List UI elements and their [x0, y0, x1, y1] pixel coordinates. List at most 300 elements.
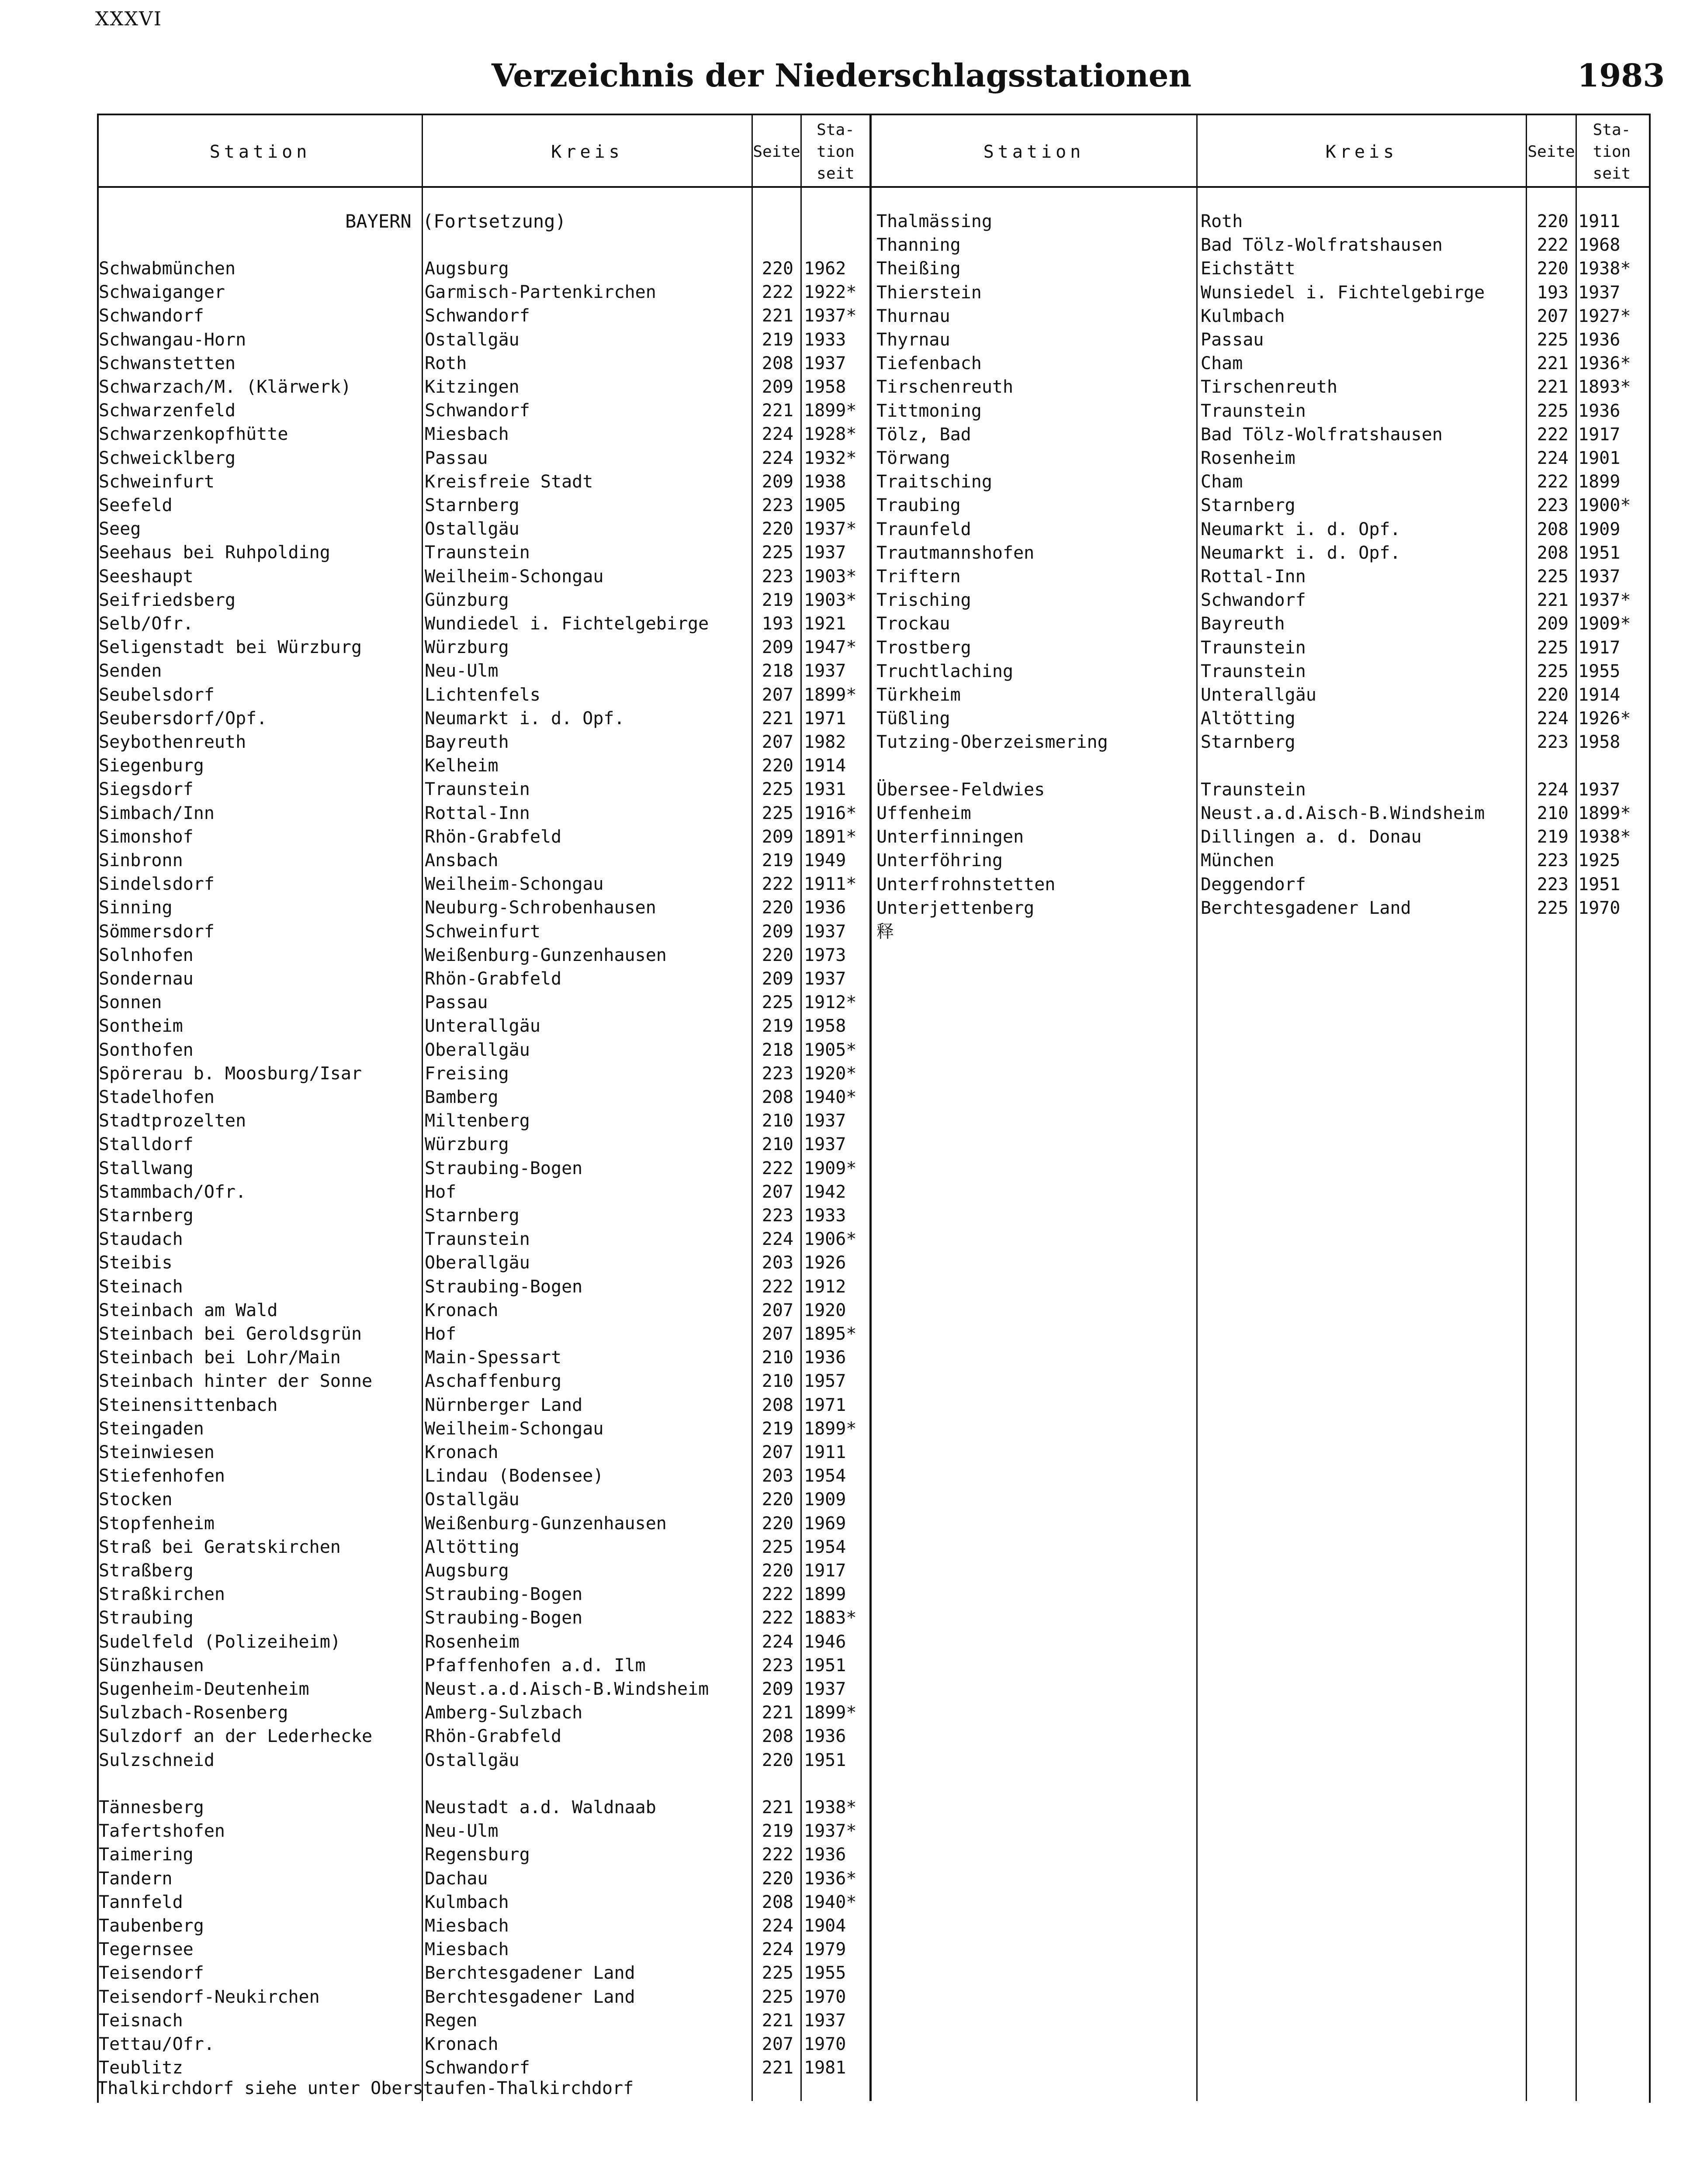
station-since-year: 1891*: [804, 826, 857, 847]
seite-value: 225: [1537, 401, 1569, 421]
seite-value: 220: [1537, 211, 1569, 232]
kreis-name: Deggendorf: [1201, 874, 1306, 895]
kreis-name: Altötting: [425, 1537, 519, 1557]
table-row: [99, 1796, 868, 1819]
station-name: Schweicklberg: [99, 448, 236, 468]
kreis-name: Neumarkt i. d. Opf.: [1201, 543, 1401, 563]
table-row: [99, 612, 868, 636]
kreis-name: Würzburg: [425, 637, 509, 658]
station-name: Uffenheim: [876, 803, 971, 823]
kreis-name: Hof: [425, 1324, 457, 1344]
kreis-name: Weißenburg-Gunzenhausen: [425, 1513, 667, 1534]
seite-value: 193: [762, 614, 793, 634]
station-name: Stopfenheim: [99, 1513, 215, 1534]
station-name: Seefeld: [99, 495, 173, 515]
kreis-name: Wunsiedel i. Fichtelgebirge: [1201, 282, 1485, 303]
seite-value: 224: [1537, 779, 1569, 800]
station-name: Tittmoning: [876, 401, 982, 421]
station-name: Sudelfeld (Polizeiheim): [99, 1631, 341, 1652]
table-row: [99, 1393, 868, 1417]
seite-value: 223: [762, 495, 793, 515]
station-name: Stadelhofen: [99, 1087, 215, 1107]
station-since-year: 1969: [804, 1513, 846, 1534]
kreis-name: Freising: [425, 1063, 509, 1084]
station-since-year: 1917: [804, 1561, 846, 1581]
station-since-year: 1936: [804, 898, 846, 918]
table-row: [99, 1630, 868, 1654]
table-row: [876, 920, 1645, 943]
station-name: Sünzhausen: [99, 1655, 204, 1676]
seite-value: 220: [762, 1561, 793, 1581]
table-row: [876, 707, 1645, 730]
header-station-seit-line1: Sta-: [817, 121, 855, 139]
station-name: Taubenberg: [99, 1916, 204, 1936]
seite-value: 221: [1537, 377, 1569, 397]
kreis-name: Ostallgäu: [425, 1750, 519, 1770]
seite-value: 222: [762, 1158, 793, 1178]
seite-value: 220: [762, 945, 793, 965]
table-row: [876, 233, 1645, 257]
station-name: Stallwang: [99, 1158, 194, 1178]
station-since-year: 1971: [804, 708, 846, 729]
table-row: [99, 2032, 868, 2056]
station-since-year: 1895*: [804, 1324, 857, 1344]
station-since-year: 1936: [1578, 401, 1621, 421]
header-seite: Seite: [753, 143, 800, 161]
kreis-name: Rhön-Grabfeld: [425, 969, 562, 989]
station-name: Sugenheim-Deutenheim: [99, 1679, 309, 1699]
station-since-year: 1951: [1578, 874, 1621, 895]
table-row: [99, 1109, 868, 1133]
table-row: [99, 588, 868, 612]
seite-value: 221: [762, 1703, 793, 1723]
seite-value: 225: [762, 803, 793, 823]
seite-value: 219: [762, 1016, 793, 1037]
station-since-year: 1936: [1578, 330, 1621, 350]
station-since-year: 1954: [804, 1466, 846, 1486]
seite-value: 221: [762, 401, 793, 421]
table-row: [99, 2009, 868, 2032]
station-name: Straß bei Geratskirchen: [99, 1537, 341, 1557]
table-row: [876, 399, 1645, 423]
table-row: [99, 1133, 868, 1156]
seite-value: 224: [1537, 448, 1569, 468]
station-name: Spörerau b. Moosburg/Isar: [99, 1063, 362, 1084]
header-kreis: Kreis: [1325, 142, 1398, 162]
seite-value: 207: [762, 684, 793, 705]
seite-value: 218: [762, 661, 793, 681]
kreis-name: Unterallgäu: [1201, 685, 1316, 705]
station-since-year: 1962: [804, 259, 846, 279]
table-row: [99, 659, 868, 683]
station-since-year: 1971: [804, 1395, 846, 1415]
station-since-year: 1951: [804, 1750, 846, 1770]
station-since-year: 1936: [804, 1726, 846, 1747]
seite-value: 222: [762, 1845, 793, 1865]
kreis-name: Amberg-Sulzbach: [425, 1703, 583, 1723]
station-since-year: 1940*: [804, 1892, 857, 1912]
station-since-year: 1982: [804, 732, 846, 752]
seite-value: 223: [1537, 874, 1569, 895]
station-since-year: 1940*: [804, 1087, 857, 1107]
kreis-name: Rottal-Inn: [425, 803, 530, 823]
header-divider: [97, 186, 1651, 188]
station-since-year: 1903*: [804, 590, 857, 610]
seite-value: 224: [762, 1229, 793, 1250]
kreis-name: Altötting: [1201, 708, 1295, 729]
station-name: Sulzschneid: [99, 1750, 215, 1770]
seite-value: 210: [762, 1134, 793, 1155]
station-name: Selb/Ofr.: [99, 614, 194, 634]
kreis-name: Schwandorf: [425, 2058, 530, 2078]
seite-value: 224: [762, 1916, 793, 1936]
station-since-year: 1933: [804, 329, 846, 350]
seite-value: 207: [762, 1442, 793, 1462]
seite-value: 203: [762, 1253, 793, 1273]
table-row: [99, 1251, 868, 1275]
table-row: [99, 778, 868, 801]
station-since-year: 1926*: [1578, 708, 1631, 729]
table-row: [876, 423, 1645, 446]
station-since-year: 1958: [804, 377, 846, 397]
seite-value: 207: [762, 2034, 793, 2054]
station-name: Steinbach am Wald: [99, 1300, 278, 1320]
kreis-name: Oberallgäu: [425, 1253, 530, 1273]
station-since-year: 1954: [804, 1537, 846, 1557]
station-name: Schwabmünchen: [99, 259, 236, 279]
kreis-name: Neustadt a.d. Waldnaab: [425, 1797, 656, 1818]
seite-value: 210: [762, 1371, 793, 1392]
kreis-name: Bamberg: [425, 1087, 499, 1107]
seite-value: 208: [1537, 519, 1569, 539]
station-name: Teisendorf: [99, 1963, 204, 1984]
station-name: Übersee-Feldwies: [876, 779, 1045, 800]
kreis-name: Schwandorf: [1201, 590, 1306, 611]
table-row: [99, 565, 868, 588]
kreis-name: Wundiedel i. Fichtelgebirge: [425, 614, 709, 634]
kreis-name: Würzburg: [425, 1134, 509, 1155]
station-since-year: 1911: [804, 1442, 846, 1462]
station-name: Seeg: [99, 519, 141, 539]
kreis-name: Berchtesgadener Land: [1201, 898, 1411, 918]
station-name: Thierstein: [876, 282, 982, 303]
kreis-name: Traunstein: [425, 779, 530, 800]
station-since-year: 1937*: [804, 519, 857, 539]
station-name: Trockau: [876, 614, 950, 634]
station-name: Steibis: [99, 1253, 173, 1273]
table-row: [99, 1417, 868, 1441]
kreis-name: Günzburg: [425, 590, 509, 610]
seite-value: 209: [762, 471, 793, 492]
seite-value: 224: [1537, 708, 1569, 729]
seite-value: 221: [762, 306, 793, 326]
table-row: [99, 1535, 868, 1559]
kreis-name: Bad Tölz-Wolfratshausen: [1201, 424, 1443, 445]
station-since-year: 1938*: [1578, 827, 1631, 847]
station-name: Tölz, Bad: [876, 424, 971, 445]
kreis-name: Kronach: [425, 1442, 499, 1462]
table-row: [99, 1749, 868, 1772]
table-row: [99, 1157, 868, 1180]
table-row: [99, 1346, 868, 1369]
station-name: Straßberg: [99, 1561, 194, 1581]
kreis-name: Traunstein: [1201, 779, 1306, 800]
station-name: Siegenburg: [99, 756, 204, 776]
seite-value: 209: [762, 969, 793, 989]
kreis-name: Hof: [425, 1182, 457, 1202]
station-since-year: 1906*: [804, 1229, 857, 1250]
station-since-year: 1937: [1578, 282, 1621, 303]
table-row: [99, 1227, 868, 1251]
station-name: Thanning: [876, 235, 961, 256]
seite-value: 224: [762, 448, 793, 468]
station-name: Seeshaupt: [99, 566, 194, 587]
station-since-year: 1917: [1578, 424, 1621, 445]
station-since-year: 1900*: [1578, 495, 1631, 516]
station-name: Steinbach hinter der Sonne: [99, 1371, 373, 1392]
seite-value: 207: [762, 732, 793, 752]
station-name: Schwaiganger: [99, 282, 225, 303]
station-name: Tutzing-Oberzeismering: [876, 732, 1108, 753]
station-name: Theißing: [876, 259, 961, 279]
seite-value: 209: [762, 1679, 793, 1699]
station-name: Schwanstetten: [99, 353, 236, 373]
table-row: [876, 375, 1645, 399]
seite-value: 220: [1537, 685, 1569, 705]
station-since-year: 1937*: [1578, 590, 1631, 611]
table-row: [99, 707, 868, 730]
kreis-name: Roth: [1201, 211, 1243, 232]
header-station-seit: [802, 118, 869, 186]
seite-value: 209: [762, 921, 793, 942]
table-row: [876, 281, 1645, 304]
station-since-year: 1925: [1578, 850, 1621, 871]
station-since-year: 1947*: [804, 637, 857, 658]
seite-value: 219: [762, 1418, 793, 1439]
seite-value: 222: [1537, 472, 1569, 492]
table-row: [99, 1085, 868, 1109]
station-name: Thyrnau: [876, 330, 950, 350]
kreis-name: Regen: [425, 2010, 478, 2031]
station-since-year: 1905*: [804, 1040, 857, 1060]
station-name: Steinbach bei Lohr/Main: [99, 1348, 341, 1368]
kreis-name: Lindau (Bodensee): [425, 1466, 604, 1486]
table-row: [99, 257, 868, 280]
kreis-name: Weilheim-Schongau: [425, 874, 604, 895]
station-name: Seubelsdorf: [99, 684, 215, 705]
seite-value: 221: [762, 2010, 793, 2031]
station-since-year: 1981: [804, 2058, 846, 2078]
station-since-year: 1917: [1578, 637, 1621, 658]
kreis-name: Weißenburg-Gunzenhausen: [425, 945, 667, 965]
station-name: Tännesberg: [99, 1797, 204, 1818]
station-since-year: 1899*: [804, 1418, 857, 1439]
station-name: Sulzbach-Rosenberg: [99, 1703, 288, 1723]
header-station-seit-line3: seit: [1593, 165, 1631, 183]
kreis-name: Augsburg: [425, 259, 509, 279]
seite-value: 225: [1537, 567, 1569, 587]
table-row: [876, 541, 1645, 565]
station-name: Triftern: [876, 567, 961, 587]
table-row: [876, 612, 1645, 636]
seite-value: 220: [762, 756, 793, 776]
station-since-year: 1920: [804, 1300, 846, 1320]
station-name: Türkheim: [876, 685, 961, 705]
table-row: [99, 896, 868, 919]
seite-value: 225: [1537, 661, 1569, 681]
section-label: BAYERN (Fortsetzung): [345, 211, 566, 232]
kreis-name: Kronach: [425, 1300, 499, 1320]
table-row: [99, 328, 868, 352]
station-name: Schwarzach/M. (Klärwerk): [99, 377, 351, 397]
seite-value: 208: [762, 1726, 793, 1747]
table-row: [876, 802, 1645, 825]
kreis-name: Traunstein: [1201, 401, 1306, 421]
kreis-name: Miesbach: [425, 1939, 509, 1960]
seite-value: 219: [762, 850, 793, 871]
kreis-name: Traunstein: [425, 1229, 530, 1250]
station-since-year: 1909*: [1578, 614, 1631, 634]
station-since-year: 1968: [1578, 235, 1621, 256]
kreis-name: Berchtesgadener Land: [425, 1963, 635, 1984]
kreis-name: Dillingen a. d. Donau: [1201, 827, 1422, 847]
seite-value: 224: [762, 424, 793, 445]
station-since-year: 1933: [804, 1206, 846, 1226]
kreis-name: Neust.a.d.Aisch-B.Windsheim: [1201, 803, 1485, 823]
table-row: [876, 896, 1645, 920]
station-since-year: 1936: [804, 1845, 846, 1865]
station-since-year: 1936*: [1578, 353, 1631, 374]
table-row: [99, 1559, 868, 1583]
station-since-year: 1899: [804, 1584, 846, 1605]
kreis-name: Schwandorf: [425, 306, 530, 326]
station-name: Traunfeld: [876, 519, 971, 539]
table-row: [876, 849, 1645, 872]
station-name: Seybothenreuth: [99, 732, 246, 752]
page-number: XXXVI: [95, 8, 163, 30]
table-row: [876, 304, 1645, 328]
station-since-year: 1914: [804, 756, 846, 776]
station-since-year: 1936: [804, 1348, 846, 1368]
station-since-year: 1926: [804, 1253, 846, 1273]
table-row: [99, 1014, 868, 1038]
kreis-name: Neumarkt i. d. Opf.: [1201, 519, 1401, 539]
seite-value: 218: [762, 1040, 793, 1060]
station-since-year: 1942: [804, 1182, 846, 1202]
seite-value: 223: [762, 566, 793, 587]
station-since-year: 1970: [804, 1987, 846, 2007]
seite-value: 220: [762, 259, 793, 279]
seite-value: 207: [1537, 306, 1569, 326]
table-row: [99, 967, 868, 991]
kreis-name: Passau: [425, 992, 488, 1013]
seite-value: 219: [762, 590, 793, 610]
kreis-name: Roth: [425, 353, 467, 373]
table-row: [876, 494, 1645, 517]
station-name: Sonnen: [99, 992, 162, 1013]
header-station-seit: [1577, 118, 1647, 186]
station-since-year: 1899: [1578, 472, 1621, 492]
seite-value: 221: [762, 708, 793, 729]
kreis-name: Straubing-Bogen: [425, 1158, 583, 1178]
kreis-name: Rosenheim: [425, 1631, 519, 1652]
station-name: Simbach/Inn: [99, 803, 215, 823]
kreis-name: Nürnberger Land: [425, 1395, 583, 1415]
kreis-name: Miltenberg: [425, 1111, 530, 1131]
table-row: [876, 518, 1645, 541]
station-name: Thurnau: [876, 306, 950, 326]
header-station: Station: [983, 142, 1085, 162]
station-name: Thalmässing: [876, 211, 992, 232]
station-since-year: 1937*: [804, 306, 857, 326]
seite-value: 223: [1537, 850, 1569, 871]
station-name: Steinwiesen: [99, 1442, 215, 1462]
station-name: Stadtprozelten: [99, 1111, 246, 1131]
table-row: [99, 1512, 868, 1535]
station-since-year: 1928*: [804, 424, 857, 445]
seite-value: 209: [762, 637, 793, 658]
kreis-name: Ostallgäu: [425, 329, 519, 350]
seite-value: 220: [1537, 259, 1569, 279]
table-row: [99, 802, 868, 825]
seite-value: 207: [762, 1182, 793, 1202]
table-row: [99, 991, 868, 1014]
station-since-year: 1921: [804, 614, 846, 634]
table-row: [876, 588, 1645, 612]
seite-value: 223: [1537, 732, 1569, 753]
station-since-year: 1936*: [804, 1868, 857, 1889]
station-name: Siegsdorf: [99, 779, 194, 800]
table-row: [876, 683, 1645, 707]
kreis-name: Kelheim: [425, 756, 499, 776]
station-name: Steinach: [99, 1276, 183, 1297]
station-name: Schweinfurt: [99, 471, 215, 492]
station-name: Steingaden: [99, 1418, 204, 1439]
table-row: [99, 1299, 868, 1322]
footnote: Thalkirchdorf siehe unter Oberstaufen-Thalkirchdorf: [97, 2078, 634, 2098]
seite-value: 223: [762, 1655, 793, 1676]
kreis-name: Kronach: [425, 2034, 499, 2054]
table-row: [99, 1583, 868, 1606]
kreis-name: Eichstätt: [1201, 259, 1295, 279]
station-since-year: 1937: [804, 661, 846, 681]
seite-value: 225: [762, 543, 793, 563]
station-name: Steinensittenbach: [99, 1395, 278, 1415]
seite-value: 220: [762, 1868, 793, 1889]
station-since-year: 1937: [1578, 567, 1621, 587]
seite-value: 223: [1537, 495, 1569, 516]
table-row: [99, 1441, 868, 1464]
seite-value: 225: [1537, 898, 1569, 918]
station-since-year: 1955: [804, 1963, 846, 1984]
station-since-year: 1899*: [1578, 803, 1631, 823]
kreis-name: Neu-Ulm: [425, 661, 499, 681]
seite-value: 219: [1537, 827, 1569, 847]
table-row: [876, 660, 1645, 683]
table-row: [99, 1488, 868, 1511]
kreis-name: Starnberg: [1201, 495, 1295, 516]
table-row: [99, 352, 868, 375]
kreis-name: Neumarkt i. d. Opf.: [425, 708, 625, 729]
kreis-name: Berchtesgadener Land: [425, 1987, 635, 2007]
station-since-year: 1955: [1578, 661, 1621, 681]
table-row: [876, 873, 1645, 896]
header-seite: Seite: [1527, 143, 1575, 161]
station-since-year: 1912*: [804, 992, 857, 1013]
station-name: Seligenstadt bei Würzburg: [99, 637, 362, 658]
station-name: Starnberg: [99, 1206, 194, 1226]
kreis-name: Kreisfreie Stadt: [425, 471, 593, 492]
